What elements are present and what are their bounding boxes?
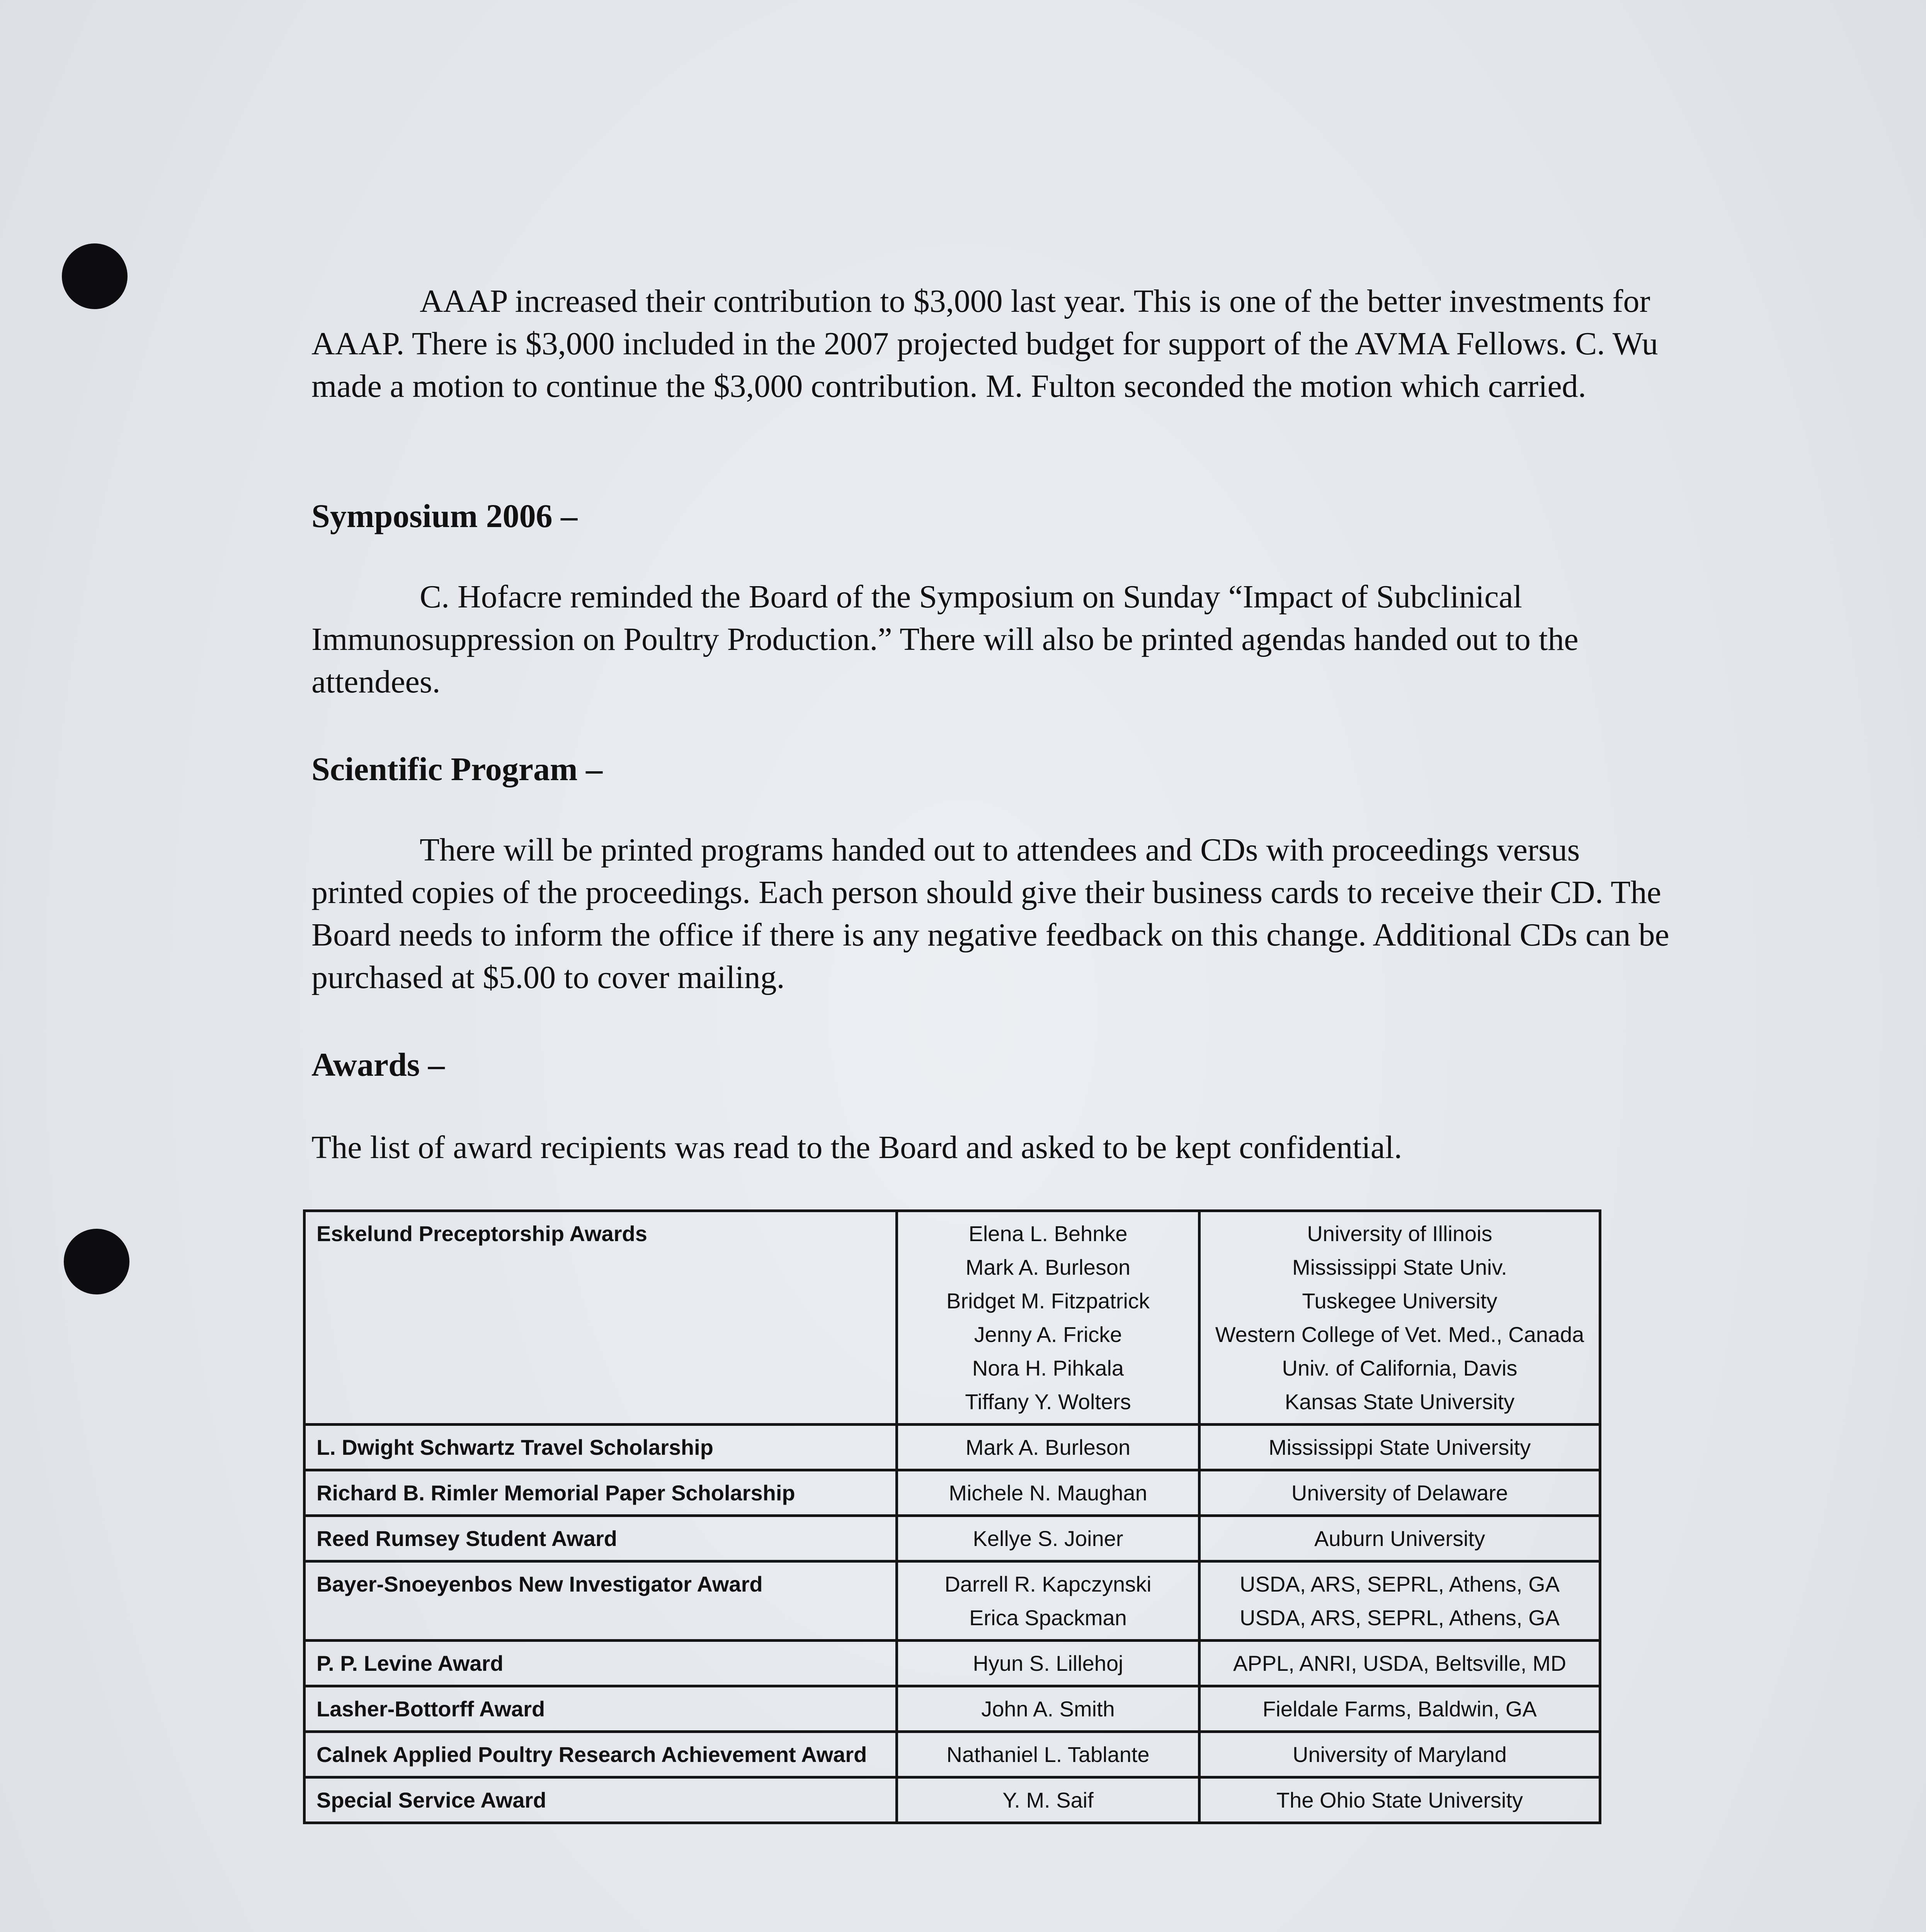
binder-hole-top <box>62 243 128 309</box>
institution-name: USDA, ARS, SEPRL, Athens, GA <box>1240 1572 1560 1596</box>
recipient-name: Tiffany Y. Wolters <box>965 1389 1131 1414</box>
table-row <box>305 1470 1600 1516</box>
recipient-name: Darrell R. Kapczynski <box>944 1572 1152 1596</box>
recipient-name: Erica Spackman <box>969 1605 1127 1630</box>
award-name-cell: L. Dwight Schwartz Travel Scholarship <box>305 1425 897 1470</box>
paragraph-avma-fellows: AAAP increased their contribution to $3,000 last year. This is one of the better investments for AAAP. There is $3,000 included in the 2007 projected budget for support of the AVMA Fellows. C. Wu made a motion to continue the $3,000 contribution. M. Fulton seconded the motion which carried. <box>311 283 1658 404</box>
institution-cell <box>1199 1561 1600 1641</box>
recipient-name: Nora H. Pihkala <box>972 1356 1124 1380</box>
recipient-cell <box>897 1686 1199 1732</box>
table-row <box>305 1686 1600 1732</box>
table-row <box>305 1732 1600 1777</box>
award-name-cell: Reed Rumsey Student Award <box>305 1516 897 1561</box>
table-row <box>305 1641 1600 1686</box>
recipient-cell <box>897 1470 1199 1516</box>
award-name-cell: Bayer-Snoeyenbos New Investigator Award <box>305 1561 897 1641</box>
recipient-cell <box>897 1516 1199 1561</box>
institution-name: Auburn University <box>1314 1526 1485 1551</box>
institution-name: Western College of Vet. Med., Canada <box>1215 1322 1584 1347</box>
institution-name: USDA, ARS, SEPRL, Athens, GA <box>1240 1605 1560 1630</box>
recipient-name: Mark A. Burleson <box>965 1435 1131 1459</box>
award-name-cell: Special Service Award <box>305 1777 897 1823</box>
institution-name: University of Illinois <box>1307 1221 1492 1246</box>
table-row <box>305 1211 1600 1425</box>
award-name-cell: P. P. Levine Award <box>305 1641 897 1686</box>
awards-table <box>303 1209 1601 1824</box>
recipient-cell <box>897 1777 1199 1823</box>
institution-name: The Ohio State University <box>1276 1788 1523 1812</box>
recipient-name: Bridget M. Fitzpatrick <box>946 1289 1150 1313</box>
institution-name: APPL, ANRI, USDA, Beltsville, MD <box>1233 1651 1566 1675</box>
institution-name: Univ. of California, Davis <box>1282 1356 1518 1380</box>
institution-cell <box>1199 1686 1600 1732</box>
institution-cell <box>1199 1211 1600 1425</box>
heading-symposium: Symposium 2006 – <box>311 497 578 534</box>
recipient-name: Y. M. Saif <box>1002 1788 1094 1812</box>
awards-table-body <box>305 1211 1600 1823</box>
table-row <box>305 1777 1600 1823</box>
recipient-name: John A. Smith <box>981 1697 1115 1721</box>
award-name-cell: Eskelund Preceptorship Awards <box>305 1211 897 1425</box>
recipient-name: Hyun S. Lillehoj <box>973 1651 1123 1675</box>
recipient-cell <box>897 1732 1199 1777</box>
recipient-name: Elena L. Behnke <box>968 1221 1128 1246</box>
institution-cell <box>1199 1470 1600 1516</box>
recipient-cell <box>897 1561 1199 1641</box>
table-row <box>305 1425 1600 1470</box>
recipient-name: Nathaniel L. Tablante <box>946 1742 1150 1767</box>
table-row <box>305 1516 1600 1561</box>
table-row <box>305 1561 1600 1641</box>
institution-cell <box>1199 1516 1600 1561</box>
heading-scientific-program: Scientific Program – <box>311 750 603 787</box>
institution-name: Fieldale Farms, Baldwin, GA <box>1262 1697 1537 1721</box>
award-name-cell: Lasher-Bottorff Award <box>305 1686 897 1732</box>
institution-cell <box>1199 1777 1600 1823</box>
award-name-cell: Richard B. Rimler Memorial Paper Scholarship <box>305 1470 897 1516</box>
recipient-cell <box>897 1211 1199 1425</box>
recipient-cell <box>897 1425 1199 1470</box>
recipient-name: Mark A. Burleson <box>965 1255 1131 1279</box>
recipient-name: Michele N. Maughan <box>949 1481 1147 1505</box>
institution-name: Kansas State University <box>1285 1389 1515 1414</box>
recipient-name: Jenny A. Fricke <box>974 1322 1122 1347</box>
award-name-cell: Calnek Applied Poultry Research Achievement Award <box>305 1732 897 1777</box>
institution-name: University of Delaware <box>1291 1481 1508 1505</box>
institution-cell <box>1199 1732 1600 1777</box>
institution-name: Tuskegee University <box>1302 1289 1497 1313</box>
binder-hole-middle <box>64 1229 129 1294</box>
institution-cell <box>1199 1641 1600 1686</box>
institution-cell <box>1199 1425 1600 1470</box>
institution-name: Mississippi State Univ. <box>1292 1255 1507 1279</box>
recipient-cell <box>897 1641 1199 1686</box>
heading-awards: Awards – <box>311 1046 445 1083</box>
paragraph-awards-intro: The list of award recipients was read to the Board and asked to be kept confidential. <box>311 1129 1402 1165</box>
institution-name: Mississippi State University <box>1268 1435 1531 1459</box>
institution-name: University of Maryland <box>1293 1742 1507 1767</box>
paragraph-symposium: C. Hofacre reminded the Board of the Symposium on Sunday “Impact of Subclinical Immunosuppression on Poultry Production.” There will also be printed agendas handed out to the attendees. <box>311 579 1579 700</box>
paragraph-scientific-program: There will be printed programs handed out to attendees and CDs with proceedings versus printed copies of the proceedings. Each person should give their business cards to receive their CD. The Board needs to inform the office if there is any negative feedback on this change. Additional CDs can be purchased at $5.00 to cover mailing. <box>311 832 1669 995</box>
recipient-name: Kellye S. Joiner <box>973 1526 1123 1551</box>
